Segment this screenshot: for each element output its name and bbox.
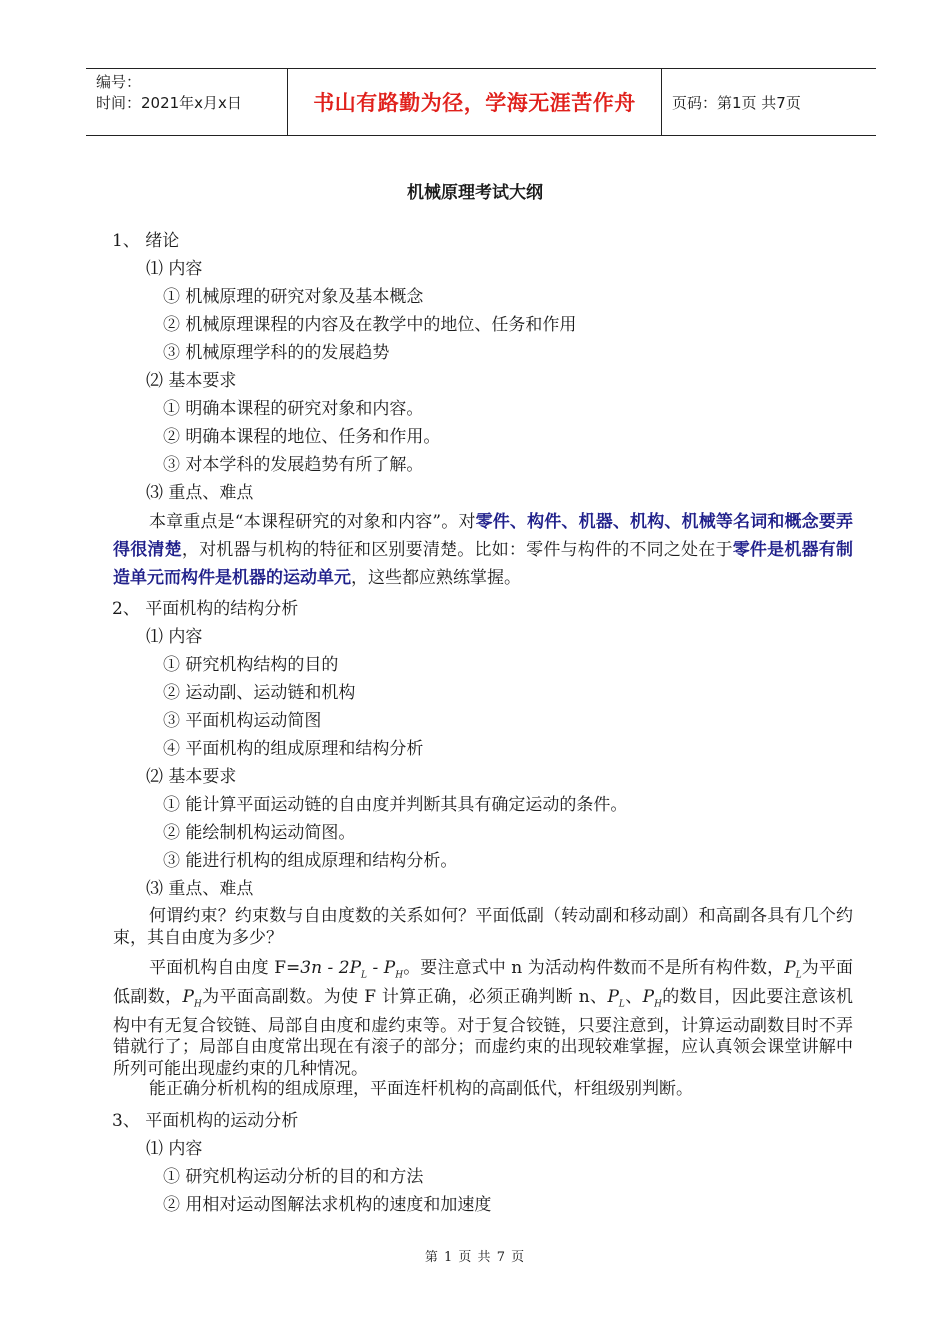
paragraph: 何谓约束？约束数与自由度数的关系如何？平面低副（转动副和移动副）和高副各具有几个约束，其自由度为多少？ (113, 906, 853, 948)
paragraph (113, 508, 853, 592)
header-page-info: 页码：第1页 共7页 (672, 93, 801, 112)
text-run: 平面机构自由度 F= (149, 958, 301, 978)
section-heading: 1、 绪论 (112, 231, 180, 251)
list-item: ③ 平面机构运动简图 (163, 711, 322, 731)
formula-sub: H (395, 970, 404, 981)
page-title: 机械原理考试大纲 (407, 183, 543, 203)
text-run: 、 (624, 986, 643, 1007)
list-item: ① 能计算平面运动链的自由度并判断其具有确定运动的条件。 (163, 795, 628, 815)
page-footer: 第 1 页 共 7 页 (424, 1250, 526, 1265)
section-heading: 2、 平面机构的结构分析 (112, 599, 299, 619)
subsection-heading: ⑶ 重点、难点 (146, 483, 254, 503)
header-motto: 书山有路勤为径，学海无涯苦作舟 (288, 69, 662, 135)
formula-part: P (383, 958, 396, 978)
list-item: ① 研究机构结构的目的 (163, 655, 339, 675)
subsection-heading: ⑶ 重点、难点 (146, 879, 254, 899)
list-item: ③ 对本学科的发展趋势有所了解。 (163, 455, 424, 475)
subsection-heading: ⑴ 内容 (146, 259, 203, 279)
text-run: 本章重点是“本课程研究的对象和内容”。对 (149, 512, 476, 532)
time-label: 时间：2021年x月x日 (96, 94, 242, 112)
list-item: ① 明确本课程的研究对象和内容。 (163, 399, 424, 419)
list-item: ② 用相对运动图解法求机构的速度和加速度 (163, 1195, 492, 1215)
formula-sub: H (654, 999, 662, 1010)
formula (182, 986, 202, 1010)
formula-paragraph (113, 958, 853, 1080)
formula (642, 986, 662, 1010)
text-run: 为平面低副数， (113, 958, 854, 1007)
text-run: 的数目，因此要注意该机构中有无复合铰链、局部自由度和虚约束等。对于复合铰链，只要注意到，计算运动副数目时不弄错就行了；局部自由度常出现在有滚子的部分；而虚约束的出现较难掌握，应认真领会课堂讲解中所列可能出现虚约束的几种情况。 (113, 986, 854, 1079)
list-item: ① 研究机构运动分析的目的和方法 (163, 1167, 424, 1187)
number-label: 编号： (96, 73, 142, 91)
text-run: ，对机器与机构的特征和区别要清楚。比如：零件与构件的不同之处在于 (181, 540, 733, 560)
section-heading: 3、 平面机构的运动分析 (112, 1111, 299, 1131)
list-item: ② 机械原理课程的内容及在教学中的地位、任务和作用 (163, 315, 577, 335)
paragraph: 能正确分析机构的组成原理，平面连杆机构的高副低代，杆组级别判断。 (149, 1079, 693, 1099)
formula-sub: L (361, 970, 368, 981)
list-item: ② 运动副、运动链和机构 (163, 683, 356, 703)
formula-sub: L (618, 999, 625, 1010)
subsection-heading: ⑵ 基本要求 (146, 767, 237, 787)
header-table (86, 68, 876, 136)
formula-part: - (367, 958, 384, 978)
formula-part: P (182, 986, 194, 1007)
formula-sub: L (795, 970, 802, 981)
subsection-heading: ⑵ 基本要求 (146, 371, 237, 391)
formula (300, 958, 404, 981)
formula-sub: H (193, 999, 202, 1010)
text-run: 。要注意式中 n 为活动构件数而不是所有构件数， (403, 958, 785, 978)
formula (607, 986, 625, 1010)
highlight-text: 零件、构件、机器、机构、机械等名词和概念要弄得很清楚 (113, 512, 853, 560)
text-run: ，这些都应熟练掌握。 (351, 568, 521, 588)
list-item: ② 明确本课程的地位、任务和作用。 (163, 427, 441, 447)
header-left-cell (86, 69, 288, 135)
highlight-text: 零件是机器有制造单元而构件是机器的运动单元 (113, 540, 854, 588)
formula-part: P (607, 986, 619, 1007)
formula (784, 958, 802, 981)
list-item: ① 机械原理的研究对象及基本概念 (163, 287, 424, 307)
subsection-heading: ⑴ 内容 (146, 1139, 203, 1159)
text-run: 为平面高副数。为使 F 计算正确，必须正确判断 n、 (201, 986, 608, 1007)
formula-part: P (784, 958, 796, 978)
list-item: ② 能绘制机构运动简图。 (163, 823, 356, 843)
list-item: ③ 机械原理学科的的发展趋势 (163, 343, 390, 363)
subsection-heading: ⑴ 内容 (146, 627, 203, 647)
list-item: ③ 能进行机构的组成原理和结构分析。 (163, 851, 458, 871)
list-item: ④ 平面机构的组成原理和结构分析 (163, 739, 424, 759)
formula-part: P (349, 958, 362, 978)
formula-part: 3n - 2 (300, 958, 350, 978)
formula-part: P (642, 986, 655, 1007)
